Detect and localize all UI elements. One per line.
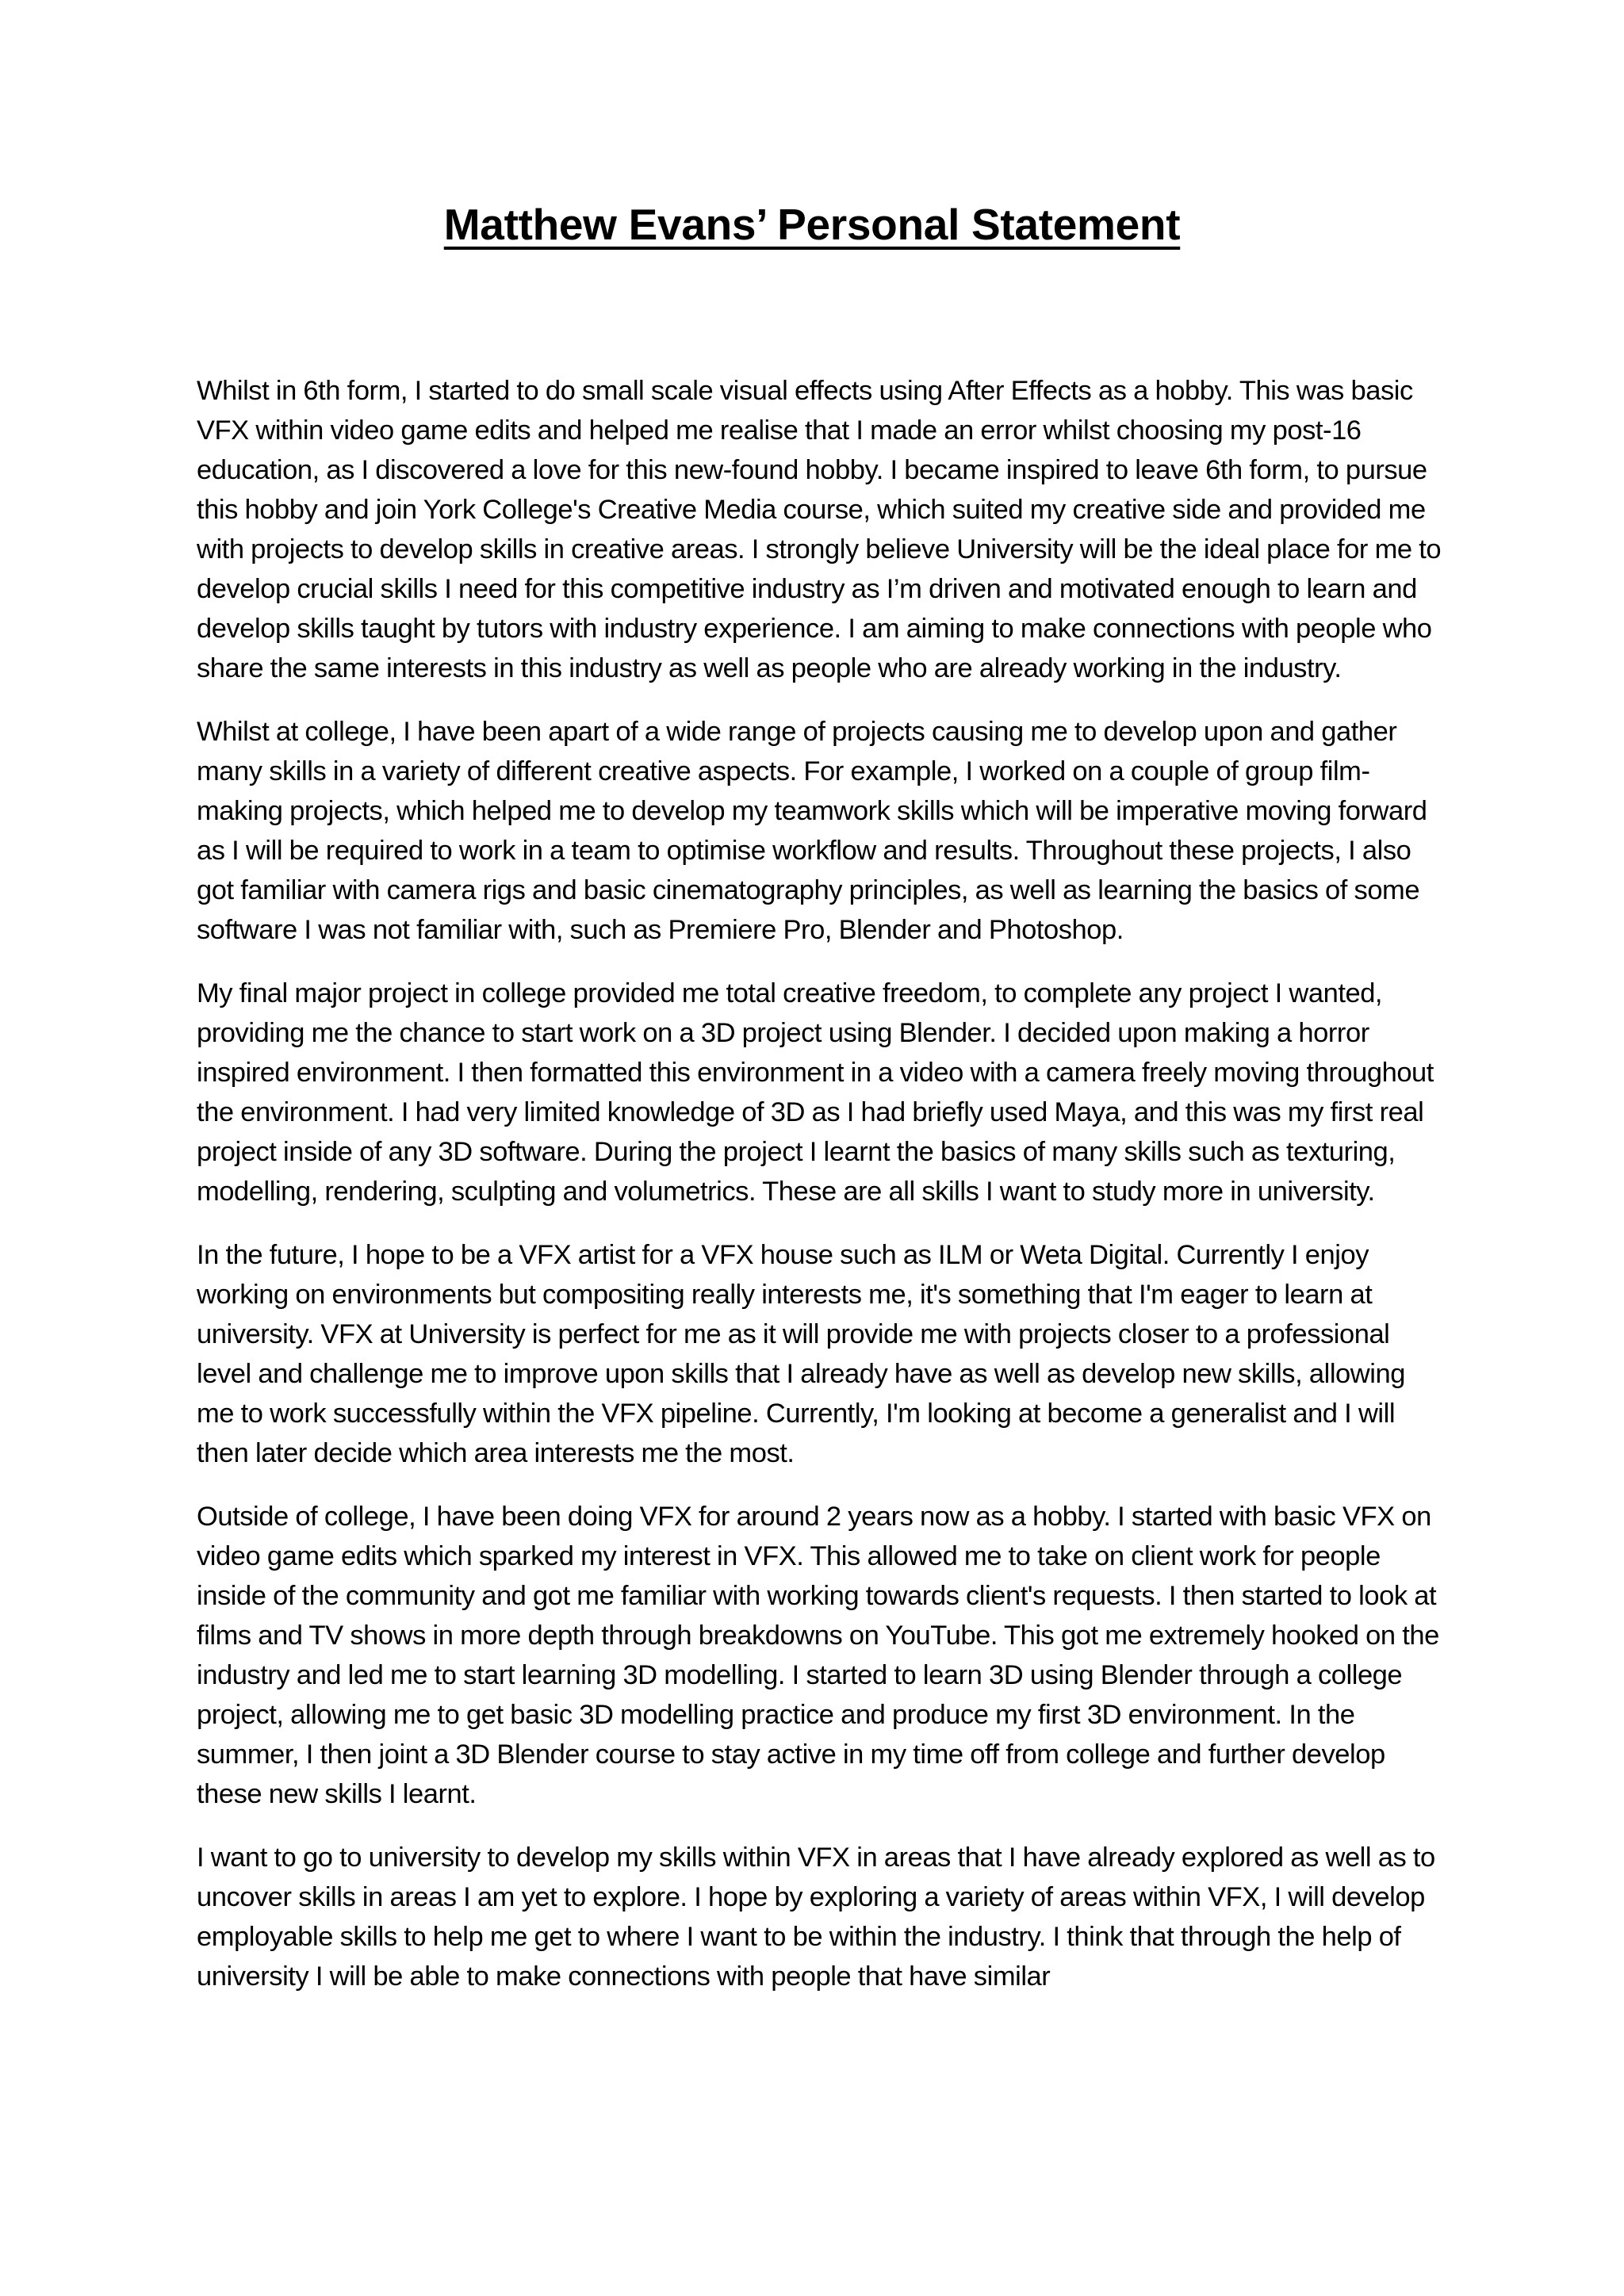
paragraph-5: Outside of college, I have been doing VFX for around 2 years now as a hobby. I started with basic VFX on video game edits which sparked my interest in VFX. This allowed me to take on client work for people inside of the community and got me familiar with working towards client's requests. I then started to look at films and TV shows in more depth through breakdowns on YouTube. This got me extremely hooked on the industry and led me to start learning 3D modelling. I started to learn 3D using Blender through a college project, allowing me to get basic 3D modelling practice and produce my first 3D environment. In the summer, I then joint a 3D Blender course to stay active in my time off from college and further develop these new skills I learnt. [197,1502,1439,1809]
document-title: Matthew Evans’ Personal Statement [443,200,1181,249]
paragraph-4: In the future, I hope to be a VFX artist for a VFX house such as ILM or Weta Digital. Currently I enjoy working on environments but compositing really interests me, it's something that I'm eager to learn at university. VFX at University is perfect for me as it will provide me with projects closer to a professional level and challenge me to improve upon skills that I already have as well as develop new skills, allowing me to work successfully within the VFX pipeline. Currently, I'm looking at become a generalist and I will then later decide which area interests me the most. [197,1240,1405,1468]
paragraph-2: Whilst at college, I have been apart of a wide range of projects causing me to develop upon and gather many skills in a variety of different creative aspects. For example, I worked on a couple of group film-making projects, which helped me to develop my teamwork skills which will be imperative moving forward as I will be required to work in a team to optimise workflow and results. Throughout these projects, I also got familiar with camera rigs and basic cinematography principles, as well as learning the basics of some software I was not familiar with, such as Premiere Pro, Blender and Photoshop. [197,717,1427,945]
paragraph-3: My final major project in college provided me total creative freedom, to complete any project I wanted, providing me the chance to start work on a 3D project using Blender. I decided upon making a horror inspired environment. I then formatted this environment in a video with a camera freely moving throughout the environment. I had very limited knowledge of 3D as I had briefly used Maya, and this was my first real project inside of any 3D software. During the project I learnt the basics of many skills such as texturing, modelling, rendering, sculpting and volumetrics. These are all skills I want to study more in university. [197,978,1434,1207]
paragraph-6: I want to go to university to develop my skills within VFX in areas that I have already explored as well as to uncover skills in areas I am yet to explore. I hope by exploring a variety of areas within VFX, I will develop employable skills to help me get to where I want to be within the industry. I think that through the help of university I will be able to make connections with people that have similar [197,1843,1435,1992]
paragraph-1: Whilst in 6th form, I started to do small scale visual effects using After Effects as a hobby. This was basic VFX within video game edits and helped me realise that I made an error whilst choosing my post-16 education, as I discovered a love for this new-found hobby. I became inspired to leave 6th form, to pursue this hobby and join York College's Creative Media course, which suited my creative side and provided me with projects to develop skills in creative areas. I strongly believe University will be the ideal place for me to develop crucial skills I need for this competitive industry as I’m driven and motivated enough to learn and develop skills taught by tutors with industry experience. I am aiming to make connections with people who share the same interests in this industry as well as people who are already working in the industry. [197,376,1442,683]
document-body [197,371,1446,2020]
